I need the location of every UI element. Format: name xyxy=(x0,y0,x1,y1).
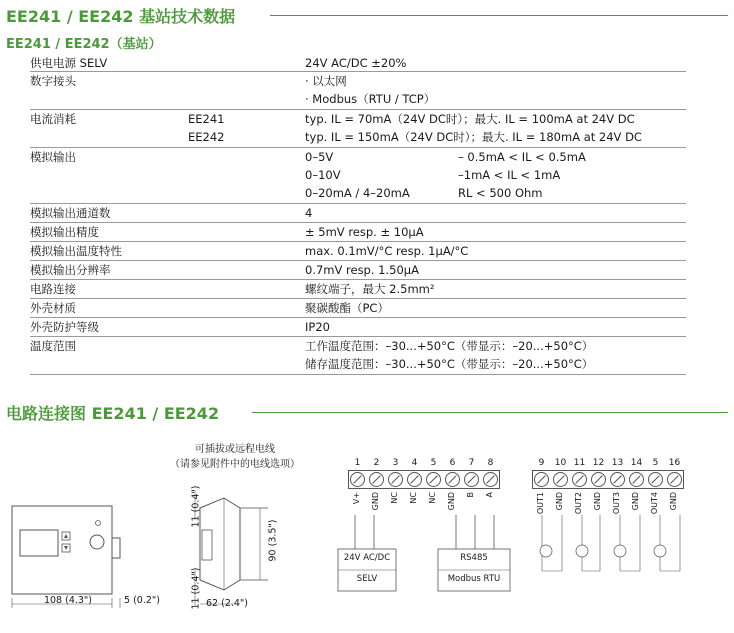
terminal-number: 8 xyxy=(487,458,494,468)
rs485-label: RS485 xyxy=(460,553,488,563)
spec-label: 温度范围 xyxy=(30,339,76,353)
terminal-number: 7 xyxy=(468,458,475,468)
terminal-label: GND xyxy=(555,492,564,511)
spec-value-line: 0–5V xyxy=(305,150,334,164)
spec-value-line: 储存温度范围：–30...+50°C（带显示：–20...+50°C） xyxy=(305,357,594,371)
dim-11-top-label: 11 (0.4") xyxy=(190,485,202,528)
terminal-number: 13 xyxy=(611,458,624,468)
terminal-number: 11 xyxy=(573,458,586,468)
terminal-label: NC xyxy=(428,492,437,504)
terminal-number: 12 xyxy=(592,458,605,468)
spec-model-line: EE242 xyxy=(188,130,225,144)
spec-row-channels xyxy=(30,204,686,223)
spec-row-temp-char xyxy=(30,242,686,261)
spec-value xyxy=(305,72,435,108)
terminal-label: B xyxy=(466,492,475,498)
spec-value: 聚碳酸酯（PC） xyxy=(305,301,389,315)
spec-label: 电路连接 xyxy=(30,282,76,296)
spec-label: 电流消耗 xyxy=(30,112,76,126)
spec-row-current xyxy=(30,110,686,148)
spec-label: 模拟输出精度 xyxy=(30,225,99,239)
terminal-label: GND xyxy=(631,492,640,511)
terminal-label: OUT4 xyxy=(650,492,659,515)
load-2-icon xyxy=(576,545,588,557)
spec-label: 模拟输出通道数 xyxy=(30,206,111,220)
spec-value xyxy=(305,337,593,373)
device-side-tab xyxy=(112,538,120,558)
spec-row-connection xyxy=(30,280,686,299)
spec-value-line: –1mA < IL < 1mA xyxy=(458,168,561,182)
terminal-number: 5 xyxy=(652,458,659,468)
output-loads xyxy=(540,515,680,571)
diagram-title-bar xyxy=(6,401,219,423)
dim-side-width-label: 62 (2.4") xyxy=(206,598,248,609)
terminal-label: GND xyxy=(593,492,602,511)
supply-label: 24V AC/DC xyxy=(343,553,391,563)
page-title-bar xyxy=(6,4,235,26)
spec-row-digital xyxy=(30,72,686,110)
spec-label: 外壳防护等级 xyxy=(30,320,99,334)
spec-value: 0.7mV resp. 1.50µA xyxy=(305,263,419,277)
spec-label: 外壳材质 xyxy=(30,301,76,315)
terminal-label: GND xyxy=(371,492,380,511)
spec-row-temp-range xyxy=(30,337,686,375)
terminal-label: V+ xyxy=(352,492,361,505)
spec-value-line: · 以太网 xyxy=(305,74,347,88)
led-icon xyxy=(90,535,104,549)
load-4-icon xyxy=(654,545,666,557)
spec-row-accuracy xyxy=(30,223,686,242)
terminal-number: 6 xyxy=(449,458,456,468)
terminal-number: 3 xyxy=(392,458,399,468)
spec-value xyxy=(305,148,410,202)
spec-row-analog xyxy=(30,148,686,204)
terminal-number: 14 xyxy=(630,458,643,468)
terminal-label: GND xyxy=(669,492,678,511)
spec-value-line: typ. IL = 150mA（24V DC时）；最大. IL = 180mA at 24V DC xyxy=(305,130,642,144)
spec-value xyxy=(305,110,642,146)
terminal-label: A xyxy=(485,492,494,498)
spec-value-line: typ. IL = 70mA（24V DC时）；最大. IL = 100mA at 24V DC xyxy=(305,112,635,126)
device-display xyxy=(20,530,58,556)
rs485-sub-label: Modbus RTU xyxy=(447,574,501,584)
spec-value: max. 0.1mV/°C resp. 1µA/°C xyxy=(305,244,469,258)
spec-value-line: RL < 500 Ohm xyxy=(458,186,543,200)
dim-height-label: 90 (3.5") xyxy=(267,519,279,562)
spec-label: 模拟输出分辨率 xyxy=(30,263,111,277)
title-rule xyxy=(270,15,728,16)
terminal-number: 9 xyxy=(538,458,545,468)
dim-11-bottom-label: 11 (0.4") xyxy=(190,567,202,610)
diagram-rule xyxy=(252,412,728,413)
spec-value-2 xyxy=(458,148,586,202)
terminal-label: NC xyxy=(390,492,399,504)
spec-value: 4 xyxy=(305,206,313,220)
spec-label: 模拟输出 xyxy=(30,150,76,164)
indicator-icon xyxy=(96,521,101,526)
dim-width-label: 108 (4.3") xyxy=(43,595,93,606)
page-title: EE241 / EE242 基站技术数据 xyxy=(6,6,236,26)
terminal-frame xyxy=(532,470,684,489)
terminal-label: GND xyxy=(447,492,456,511)
spec-value: 螺纹端子，最大 2.5mm² xyxy=(305,282,435,296)
terminal-number: 10 xyxy=(554,458,567,468)
spec-row-power xyxy=(30,54,686,72)
terminal-label: OUT1 xyxy=(536,492,545,515)
terminal-number: 5 xyxy=(430,458,437,468)
terminal-number: 1 xyxy=(354,458,361,468)
spec-value-line: 0–20mA / 4–20mA xyxy=(305,186,410,200)
spec-value-line: 0–10V xyxy=(305,168,341,182)
spec-value: 24V AC/DC ±20% xyxy=(305,56,407,70)
spec-row-housing xyxy=(30,299,686,318)
title-rule-wrap xyxy=(270,4,730,26)
spec-value-line: 工作温度范围：–30...+50°C（带显示：–20...+50°C） xyxy=(305,339,594,353)
load-3-icon xyxy=(614,545,626,557)
side-terminal xyxy=(202,530,212,560)
terminal-label: OUT3 xyxy=(612,492,621,515)
terminal-number: 2 xyxy=(373,458,380,468)
terminal-label: NC xyxy=(409,492,418,504)
section-subtitle: EE241 / EE242（基站） xyxy=(6,37,162,52)
spec-value-line: · Modbus（RTU / TCP） xyxy=(305,92,436,106)
spec-row-protection xyxy=(30,318,686,337)
spec-value-line: – 0.5mA < IL < 0.5mA xyxy=(458,150,586,164)
terminal-number: 4 xyxy=(411,458,418,468)
spec-label: 供电电源 SELV xyxy=(30,56,108,70)
cable-note-1: 可插拔或远程电线 xyxy=(195,444,275,455)
terminal-number: 16 xyxy=(668,458,681,468)
terminal-label: OUT2 xyxy=(574,492,583,515)
spec-row-resolution xyxy=(30,261,686,280)
spec-model xyxy=(188,110,224,146)
spec-label: 数字接头 xyxy=(30,74,76,88)
spec-value: ± 5mV resp. ± 10µA xyxy=(305,225,424,239)
spec-table xyxy=(30,54,686,375)
diagram-title: 电路连接图 EE241 / EE242 xyxy=(6,403,220,423)
spec-value: IP20 xyxy=(305,320,330,334)
terminal-frame xyxy=(348,470,500,489)
load-1-icon xyxy=(540,545,552,557)
supply-sub-label: SELV xyxy=(356,574,378,584)
spec-model-line: EE241 xyxy=(188,112,225,126)
spec-label: 模拟输出温度特性 xyxy=(30,244,122,258)
cable-note-2: （请参见附件中的电线选项） xyxy=(170,459,300,470)
dim-depth-label: 5 (0.2") xyxy=(124,595,160,606)
diagram-rule-wrap xyxy=(252,401,730,423)
